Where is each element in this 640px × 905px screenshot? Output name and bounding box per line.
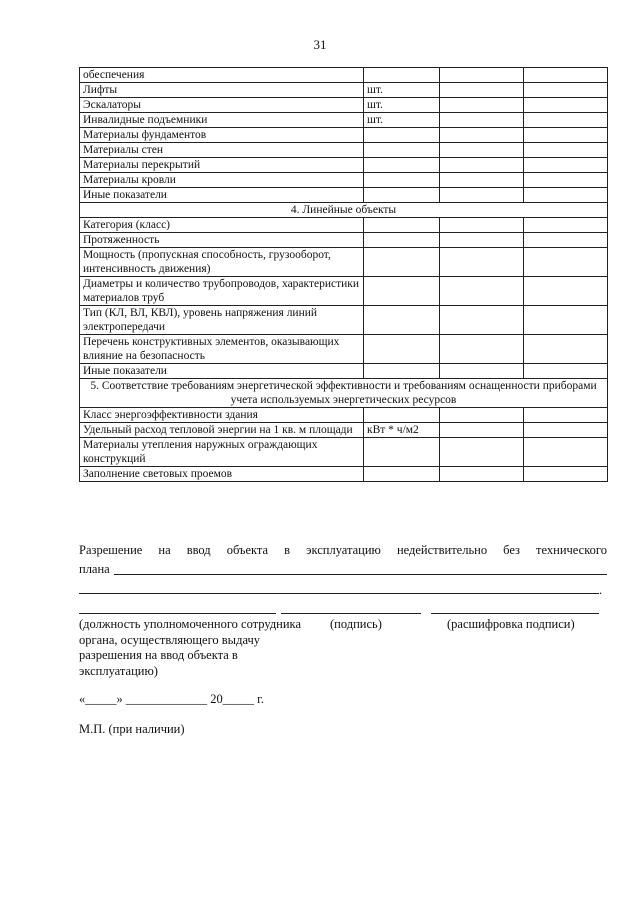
design-value-cell[interactable] xyxy=(440,233,524,248)
statement-word: Разрешение xyxy=(79,543,143,557)
date-line[interactable]: «_____» _____________ 20_____ г. xyxy=(79,692,264,706)
design-value-cell[interactable] xyxy=(440,306,524,335)
statement-word: эксплуатацию xyxy=(306,543,381,557)
row-label: Категория (класс) xyxy=(80,218,364,233)
design-value-cell[interactable] xyxy=(440,277,524,306)
actual-value-cell[interactable] xyxy=(524,335,608,364)
unit-cell xyxy=(364,188,440,203)
unit-cell: кВт * ч/м2 xyxy=(364,423,440,438)
row-label: Перечень конструктивных элементов, оказывающих влияние на безопасность xyxy=(80,335,364,364)
design-value-cell[interactable] xyxy=(440,248,524,277)
actual-value-cell[interactable] xyxy=(524,467,608,482)
actual-value-cell[interactable] xyxy=(524,83,608,98)
table-row xyxy=(80,248,608,277)
statement-word: без xyxy=(503,543,520,557)
plan-word: плана xyxy=(79,562,110,576)
actual-value-cell[interactable] xyxy=(524,98,608,113)
row-label: Лифты xyxy=(80,83,364,98)
table-row xyxy=(80,306,608,335)
unit-cell: шт. xyxy=(364,83,440,98)
row-label: Диаметры и количество трубопроводов, характеристики материалов труб xyxy=(80,277,364,306)
plan-fill-line[interactable] xyxy=(114,560,607,575)
table-row xyxy=(80,143,608,158)
table-row xyxy=(80,277,608,306)
unit-cell xyxy=(364,306,440,335)
statement-word: ввод xyxy=(186,543,211,557)
actual-value-cell[interactable] xyxy=(524,113,608,128)
row-label: обеспечения xyxy=(80,68,364,83)
unit-cell: шт. xyxy=(364,98,440,113)
unit-cell xyxy=(364,248,440,277)
table-row xyxy=(80,128,608,143)
actual-value-cell[interactable] xyxy=(524,423,608,438)
table-row xyxy=(80,335,608,364)
statement-line-2 xyxy=(79,560,607,579)
row-label: Тип (КЛ, ВЛ, КВЛ), уровень напряжения линий электропередачи xyxy=(80,306,364,335)
actual-value-cell[interactable] xyxy=(524,364,608,379)
unit-cell xyxy=(364,408,440,423)
actual-value-cell[interactable] xyxy=(524,128,608,143)
row-label: Материалы кровли xyxy=(80,173,364,188)
row-label: Материалы стен xyxy=(80,143,364,158)
unit-cell xyxy=(364,173,440,188)
design-value-cell[interactable] xyxy=(440,408,524,423)
table-row xyxy=(80,423,608,438)
row-label: Класс энергоэффективности здания xyxy=(80,408,364,423)
row-label: Эскалаторы xyxy=(80,98,364,113)
statement-word: объекта xyxy=(226,543,269,557)
design-value-cell[interactable] xyxy=(440,173,524,188)
characteristics-table xyxy=(79,67,608,482)
unit-cell xyxy=(364,335,440,364)
table-row xyxy=(80,438,608,467)
actual-value-cell[interactable] xyxy=(524,173,608,188)
stamp-note: М.П. (при наличии) xyxy=(79,722,185,736)
position-line[interactable] xyxy=(79,613,276,614)
statement-word: на xyxy=(158,543,171,557)
unit-cell xyxy=(364,233,440,248)
design-value-cell[interactable] xyxy=(440,128,524,143)
actual-value-cell[interactable] xyxy=(524,408,608,423)
position-label: (должность уполномоченного сотрудника органа, осуществляющего выдачу разрешения на ввод объекта в эксплуатацию) xyxy=(79,617,301,678)
row-label: Материалы фундаментов xyxy=(80,128,364,143)
table-row xyxy=(80,173,608,188)
table-row xyxy=(80,68,608,83)
validity-statement xyxy=(79,541,607,600)
section-title: 5. Соответствие требованиям энергетической эффективности и требованиям оснащенности приборами учета используемых энергетических ресурсов xyxy=(80,379,608,408)
plan-fill-line-2[interactable] xyxy=(79,579,599,594)
row-label: Иные показатели xyxy=(80,188,364,203)
actual-value-cell[interactable] xyxy=(524,248,608,277)
statement-line-1 xyxy=(79,541,607,560)
table-row xyxy=(80,83,608,98)
signature-label: (подпись) xyxy=(330,617,382,631)
section-title: 4. Линейные объекты xyxy=(80,203,608,218)
row-label: Протяженность xyxy=(80,233,364,248)
signature-lines xyxy=(79,613,599,614)
section-header-row xyxy=(80,379,608,408)
design-value-cell[interactable] xyxy=(440,188,524,203)
actual-value-cell[interactable] xyxy=(524,68,608,83)
unit-cell xyxy=(364,158,440,173)
unit-cell xyxy=(364,438,440,467)
design-value-cell[interactable] xyxy=(440,113,524,128)
table-row xyxy=(80,467,608,482)
design-value-cell[interactable] xyxy=(440,423,524,438)
design-value-cell[interactable] xyxy=(440,438,524,467)
actual-value-cell[interactable] xyxy=(524,158,608,173)
table-row xyxy=(80,98,608,113)
actual-value-cell[interactable] xyxy=(524,218,608,233)
unit-cell xyxy=(364,467,440,482)
table-row xyxy=(80,188,608,203)
design-value-cell[interactable] xyxy=(440,68,524,83)
unit-cell xyxy=(364,68,440,83)
row-label: Материалы утепления наружных ограждающих конструкций xyxy=(80,438,364,467)
unit-cell xyxy=(364,143,440,158)
unit-cell: шт. xyxy=(364,113,440,128)
design-value-cell[interactable] xyxy=(440,364,524,379)
table-row xyxy=(80,364,608,379)
decoding-label: (расшифровка подписи) xyxy=(447,617,575,631)
signature-line[interactable] xyxy=(281,613,421,614)
actual-value-cell[interactable] xyxy=(524,143,608,158)
decoding-line[interactable] xyxy=(431,613,599,614)
table-row xyxy=(80,158,608,173)
unit-cell xyxy=(364,128,440,143)
table-row xyxy=(80,218,608,233)
design-value-cell[interactable] xyxy=(440,335,524,364)
table-row xyxy=(80,113,608,128)
row-label: Удельный расход тепловой энергии на 1 кв. м площади xyxy=(80,423,364,438)
unit-cell xyxy=(364,364,440,379)
actual-value-cell[interactable] xyxy=(524,277,608,306)
page-number: 31 xyxy=(313,37,327,52)
statement-word: недействительно xyxy=(396,543,488,557)
table-row xyxy=(80,408,608,423)
actual-value-cell[interactable] xyxy=(524,233,608,248)
row-label: Заполнение световых проемов xyxy=(80,467,364,482)
actual-value-cell[interactable] xyxy=(524,306,608,335)
statement-end-period: . xyxy=(599,583,603,597)
actual-value-cell[interactable] xyxy=(524,438,608,467)
row-label: Материалы перекрытий xyxy=(80,158,364,173)
row-label: Иные показатели xyxy=(80,364,364,379)
design-value-cell[interactable] xyxy=(440,158,524,173)
section-header-row xyxy=(80,203,608,218)
unit-cell xyxy=(364,218,440,233)
design-value-cell[interactable] xyxy=(440,467,524,482)
unit-cell xyxy=(364,277,440,306)
design-value-cell[interactable] xyxy=(440,218,524,233)
statement-word: в xyxy=(284,543,291,557)
statement-word: технического xyxy=(536,543,607,557)
row-label: Инвалидные подъемники xyxy=(80,113,364,128)
table-row xyxy=(80,233,608,248)
design-value-cell[interactable] xyxy=(440,83,524,98)
design-value-cell[interactable] xyxy=(440,98,524,113)
row-label: Мощность (пропускная способность, грузооборот, интенсивность движения) xyxy=(80,248,364,277)
actual-value-cell[interactable] xyxy=(524,188,608,203)
design-value-cell[interactable] xyxy=(440,143,524,158)
statement-line-3 xyxy=(79,579,607,600)
